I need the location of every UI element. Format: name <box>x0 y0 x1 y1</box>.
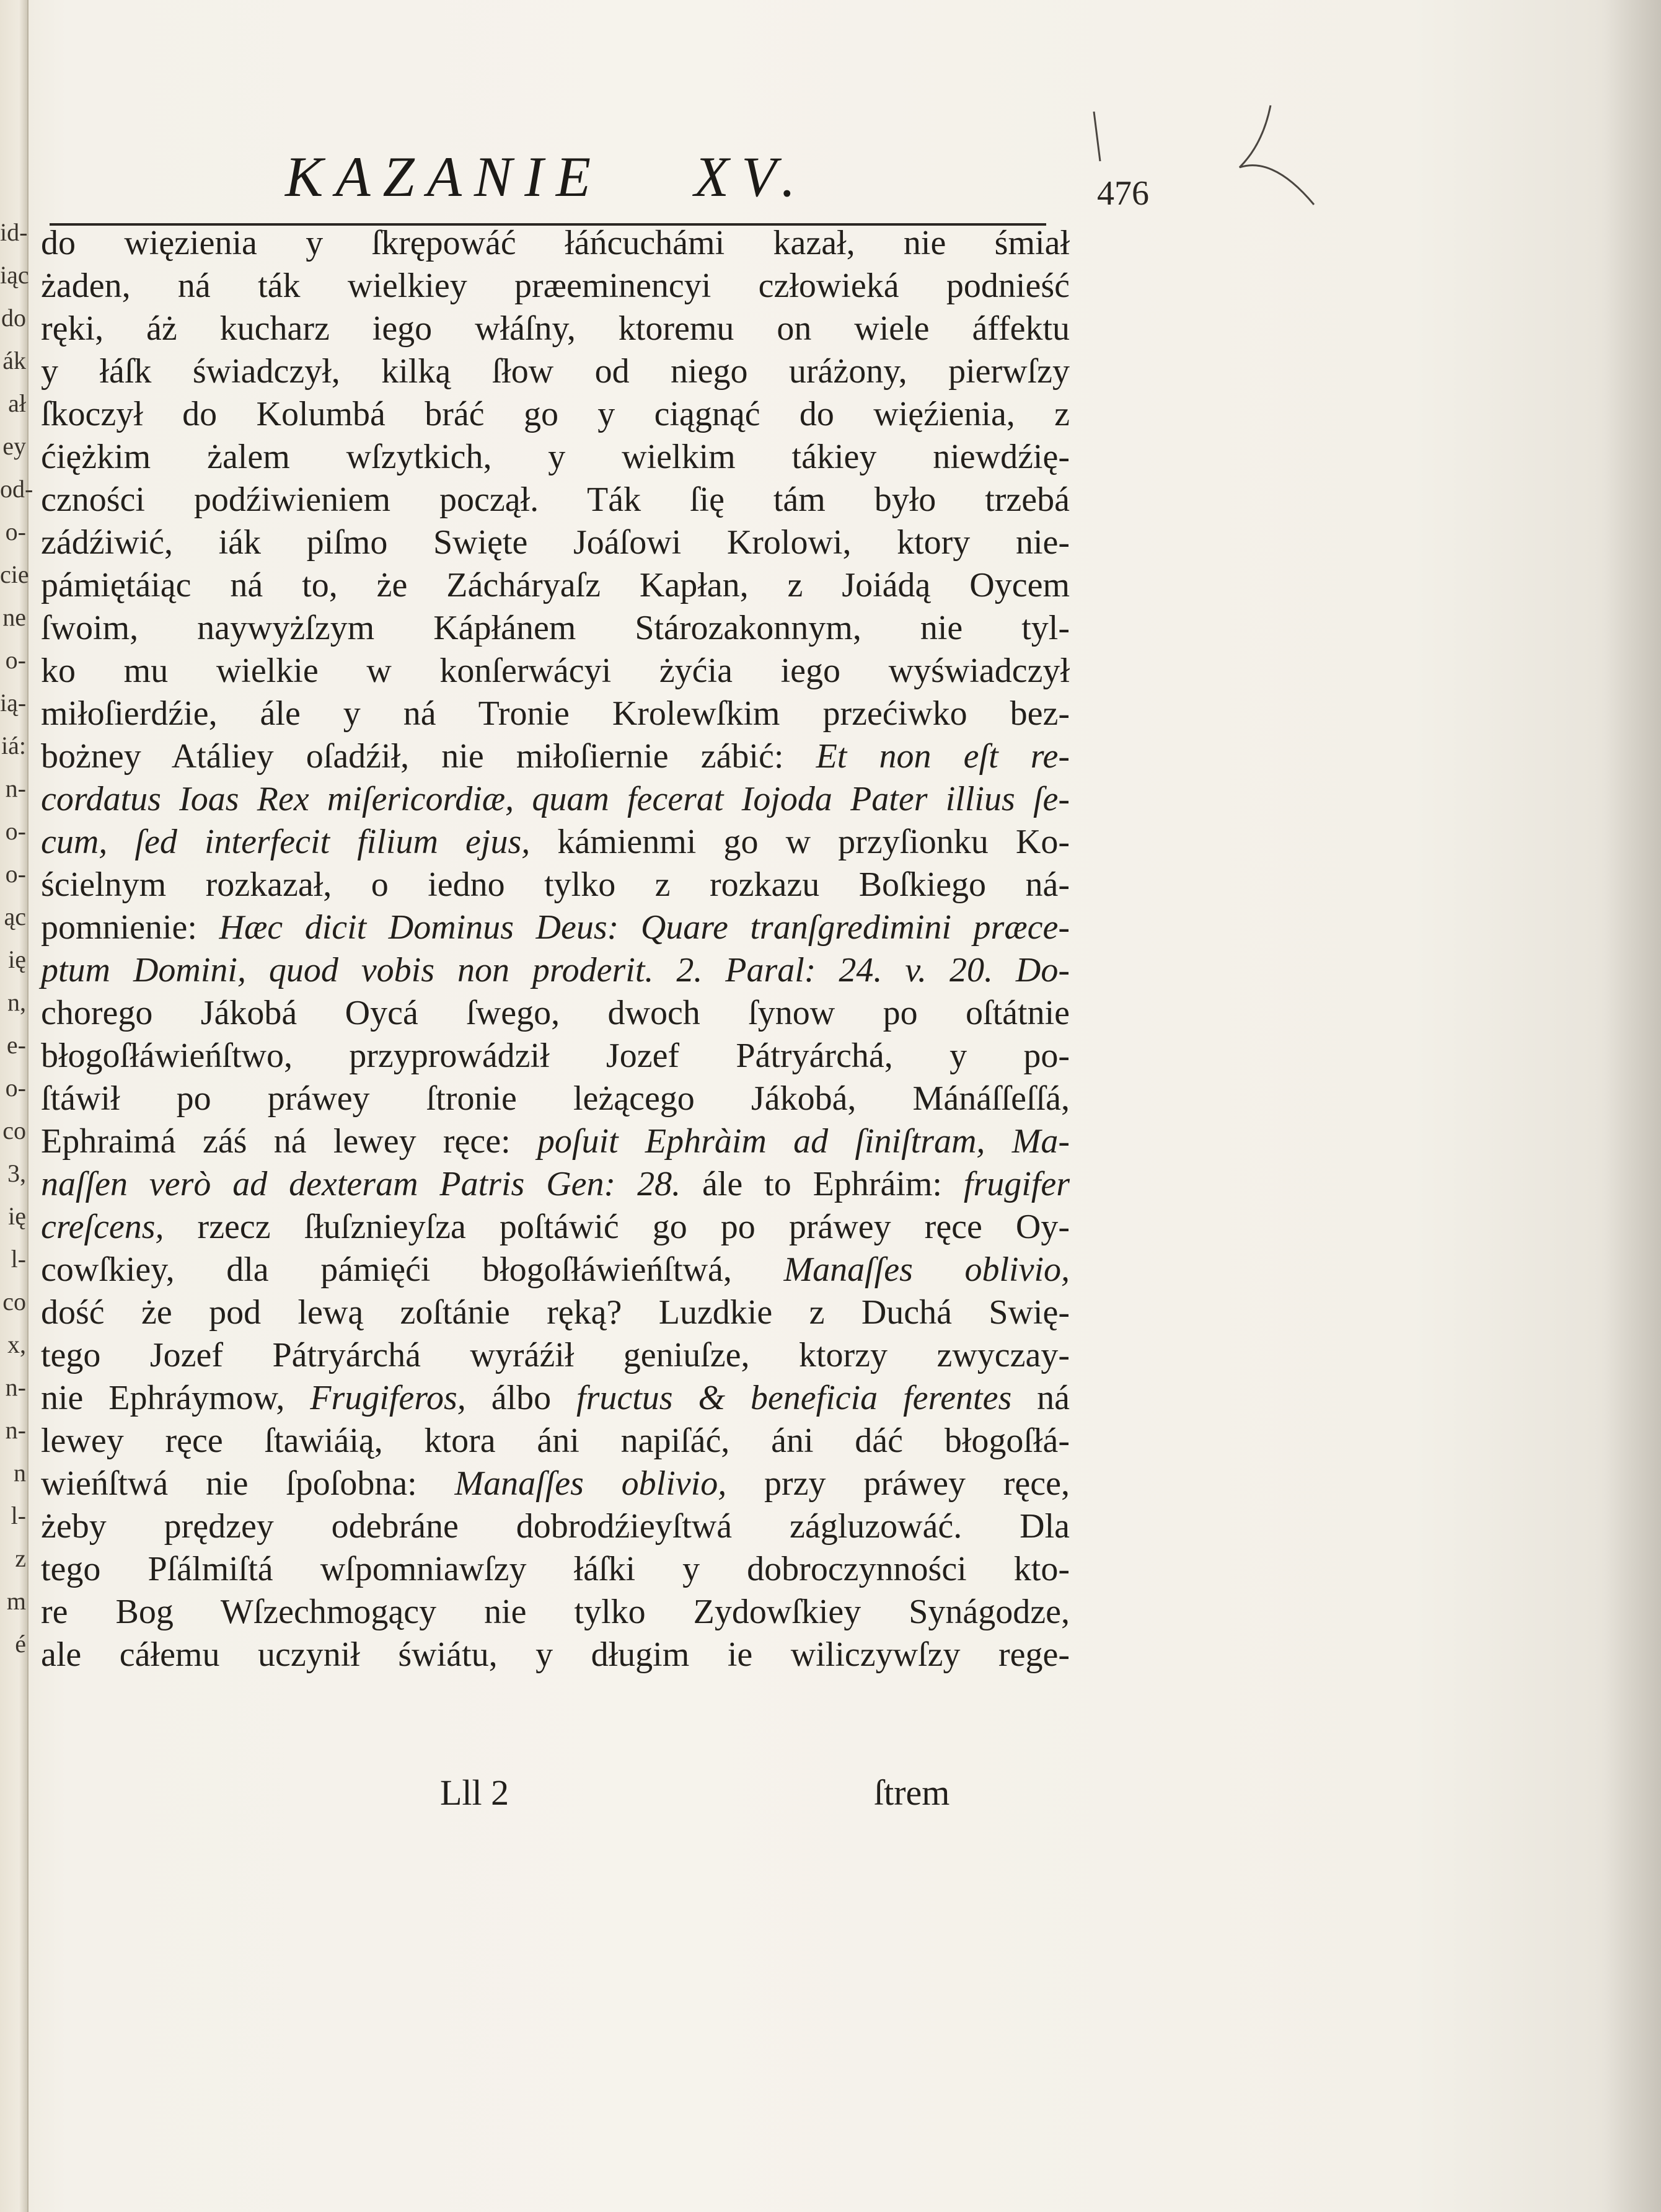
previous-page-margin-line: o- <box>5 1074 26 1102</box>
text-line: ſkoczył do Kolumbá bráć go y ciągnąć do więźienia, z <box>41 395 1070 433</box>
text-line: ćiężkim żalem wſzytkich, y wielkim tákiey niewdźię- <box>41 438 1070 476</box>
previous-page-margin-line: ią- <box>0 689 27 717</box>
text-line: ſtáwił po práwey ſtronie leżącego Jákobá, Mánáſſeſſá, <box>41 1079 1070 1118</box>
previous-page-margin-line: co <box>2 1117 26 1144</box>
latin-quote: Et non eſt re- <box>816 737 1070 776</box>
previous-page-margin-line: m <box>6 1587 26 1615</box>
previous-page-margin-line: z <box>15 1544 26 1572</box>
previous-page-margin-line: e- <box>6 1031 26 1059</box>
sermon-numeral: XV. <box>694 145 808 208</box>
text-line: chorego Jákobá Oycá ſwego, dwoch ſynow po oſtátnie <box>41 994 1070 1032</box>
text-line <box>41 906 1070 949</box>
text-segment: cowſkiey, dla pámięći błogoſłáwieńſtwá, <box>41 1250 732 1289</box>
text-segment: rzecz ſłuſznieyſza poſtáwić go po práwey ręce Oy- <box>197 1208 1070 1246</box>
latin-quote: Frugiferos, <box>310 1379 466 1417</box>
text-segment: bożney Atáliey oſadźił, nie miłoſiernie zábić: <box>41 737 784 776</box>
text-line: czności podźiwieniem począł. Ták ſię tám było trzebá <box>41 480 1070 519</box>
text-line: y łáſk świadczył, kilką ſłow od niego uráżony, pierwſzy <box>41 352 1070 391</box>
text-segment: przy práwey ręce, <box>764 1464 1070 1503</box>
page-footer <box>0 1772 1661 1821</box>
running-head-title: KAZANIE <box>285 145 604 208</box>
text-line <box>41 735 1070 778</box>
previous-page-margin-line: iá: <box>1 732 26 759</box>
text-line <box>41 1206 1070 1249</box>
previous-page-margin-line: o- <box>5 817 26 845</box>
previous-page-margin-line: co <box>2 1288 26 1316</box>
previous-page-margin-line: n- <box>5 774 26 802</box>
latin-quote: frugifer <box>963 1165 1070 1203</box>
previous-page-margin-line: od- <box>0 475 33 503</box>
text-line: ale cáłemu uczynił świátu, y długim ie wiliczywſzy rege- <box>41 1635 1070 1674</box>
previous-page-margin-line: ąc <box>4 903 26 931</box>
latin-quote: cordatus Ioas Rex miſericordiæ, quam fecerat Iojoda Pater illius ſe- <box>41 780 1070 818</box>
text-line <box>41 778 1070 821</box>
text-line: ścielnym rozkazał, o iedno tylko z rozkazu Boſkiego ná- <box>41 865 1070 904</box>
previous-page-margin-line: n <box>14 1459 26 1487</box>
latin-quote: cum, ſed interfecit filium ejus, <box>41 823 531 861</box>
text-line: re Bog Wſzechmogący nie tylko Zydowſkiey Synágodze, <box>41 1593 1070 1631</box>
text-line <box>41 1249 1070 1291</box>
latin-quote: creſcens, <box>41 1208 164 1246</box>
signature-mark: Lll 2 <box>440 1772 509 1813</box>
text-line: dość że pod lewą zoſtánie ręką? Luzdkie z Duchá Swię- <box>41 1293 1070 1332</box>
text-line <box>41 1462 1070 1505</box>
text-segment: álbo <box>491 1379 552 1417</box>
previous-page-margin-line: 3, <box>7 1159 26 1187</box>
previous-page-margin-line: ię <box>8 1202 26 1230</box>
previous-page-margin-line: iąc <box>0 261 29 289</box>
previous-page-margin-line: ák <box>2 347 26 374</box>
text-line <box>41 1163 1070 1206</box>
previous-page-margin-line: n- <box>5 1373 26 1401</box>
pencil-mark <box>1091 99 1326 223</box>
previous-page-margin-line: o- <box>5 646 26 674</box>
latin-quote: Manaſſes oblivio, <box>783 1250 1070 1289</box>
text-line <box>41 1377 1070 1420</box>
text-line: ręki, áż kucharz iego włáſny, ktoremu on wiele áffektu <box>41 309 1070 348</box>
previous-page-margin-line: n, <box>7 988 26 1016</box>
text-segment: pomnienie: <box>41 908 197 947</box>
page-edge-shadow <box>1605 0 1661 2212</box>
text-line <box>41 949 1070 992</box>
text-line: żeby prędzey odebráne dobrodźieyſtwá zágluzowáć. Dla <box>41 1507 1070 1546</box>
previous-page-margin-line: ne <box>2 603 26 631</box>
previous-page-margin-line: l- <box>11 1502 26 1529</box>
text-line: tego Jozef Pátryárchá wyráźił geniuſze, ktorzy zwyczay- <box>41 1336 1070 1374</box>
previous-page-margin-line: n- <box>5 1416 26 1444</box>
text-segment: kámienmi go w przyſionku Ko- <box>557 823 1070 861</box>
latin-quote: Manaſſes oblivio, <box>454 1464 727 1503</box>
running-head <box>285 144 603 210</box>
text-line <box>41 1120 1070 1163</box>
text-line: błogoſłáwieńſtwo, przyprowádził Jozef Pátryárchá, y po- <box>41 1037 1070 1075</box>
latin-quote: naſſen verò ad dexteram Patris Gen: 28. <box>41 1165 681 1203</box>
sermon-text <box>41 222 1070 1676</box>
text-line: żaden, ná ták wielkiey præeminencyi człowieká podnieść <box>41 267 1070 305</box>
previous-page-margin-line: id- <box>0 218 28 246</box>
text-segment: ná <box>1037 1379 1070 1417</box>
latin-quote: poſuit Ephràim ad ſiniſtram, Ma- <box>537 1122 1070 1161</box>
text-segment: wieńſtwá nie ſpoſobna: <box>41 1464 417 1503</box>
latin-quote: fructus & beneficia ferentes <box>576 1379 1012 1417</box>
previous-page-margin-line: ał <box>8 389 26 417</box>
previous-page-margin-line: x, <box>7 1330 26 1358</box>
text-line: miłoſierdźie, ále y ná Tronie Krolewſkim przećiwko bez- <box>41 694 1070 733</box>
previous-page-margin-line: ey <box>2 432 26 460</box>
previous-page-margin-text <box>0 211 33 1665</box>
text-segment: nie Ephráymow, <box>41 1379 285 1417</box>
page-number: 476 <box>1097 174 1149 213</box>
catchword: ſtrem <box>874 1772 950 1813</box>
latin-quote: Hæc dicit Dominus Deus: Quare tranſgredimini præce- <box>219 908 1070 947</box>
text-line: ko mu wielkie w konſerwácyi żyćia iego wyświadczył <box>41 652 1070 690</box>
text-line: ſwoim, naywyżſzym Kápłánem Stározakonnym, nie tyl- <box>41 609 1070 647</box>
previous-page-margin-line: l- <box>11 1245 26 1273</box>
latin-quote: ptum Domini, quod vobis non proderit. 2. Paral: 24. v. 20. Do- <box>41 951 1070 989</box>
previous-page-margin-line: o- <box>5 860 26 888</box>
text-segment: Ephraimá záś ná lewey ręce: <box>41 1122 511 1161</box>
text-line: pámiętáiąc ná to, że Zácháryaſz Kapłan, z Joiádą Oycem <box>41 566 1070 604</box>
text-line: do więzienia y ſkrępowáć łáńcuchámi kazał, nie śmiał <box>41 224 1070 262</box>
previous-page-margin-line: o- <box>5 518 26 546</box>
previous-page-margin-line: cie <box>0 560 29 588</box>
previous-page-margin-line: ię <box>8 945 26 973</box>
text-line: tego Pſálmiſtá wſpomniawſzy łáſki y dobroczynności kto- <box>41 1550 1070 1588</box>
text-line: lewey ręce ſtawiáią, ktora áni napiſáć, áni dáć błogoſłá- <box>41 1422 1070 1460</box>
text-line <box>41 821 1070 864</box>
previous-page-edge <box>0 0 33 2212</box>
text-line: zádźiwić, iák piſmo Swięte Joáſowi Krolowi, ktory nie- <box>41 523 1070 562</box>
previous-page-margin-line: é <box>15 1630 26 1658</box>
previous-page-margin-line: do <box>1 304 26 332</box>
text-segment: ále to Ephráim: <box>702 1165 942 1203</box>
